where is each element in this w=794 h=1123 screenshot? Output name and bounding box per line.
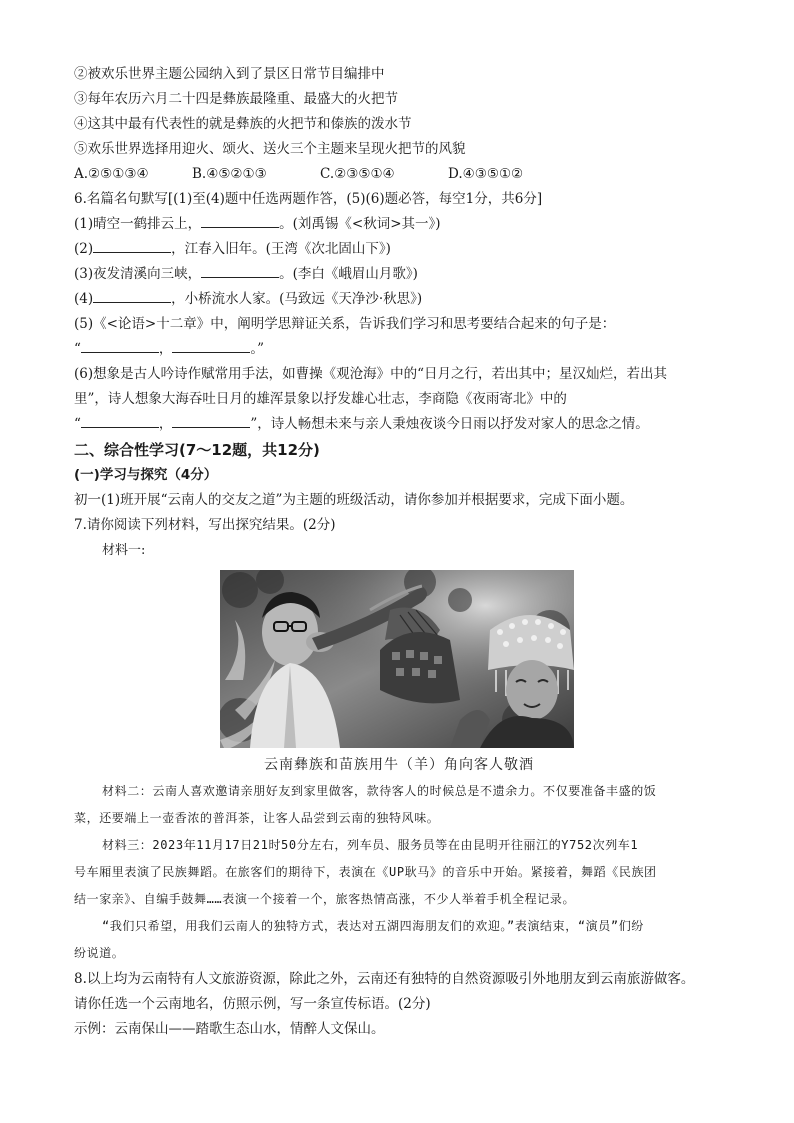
option-a[interactable]: A.②⑤①③④ bbox=[74, 166, 149, 182]
answer-blank-5a[interactable] bbox=[81, 338, 159, 353]
q5-options bbox=[74, 162, 724, 187]
photo-image bbox=[220, 570, 574, 748]
q6-4-prompt: (4) bbox=[74, 291, 94, 307]
q6-line-5-answers bbox=[74, 337, 724, 362]
q6-line-4 bbox=[74, 287, 724, 312]
material-3-line-3: 结一家亲》、自编手鼓舞……表演一个接着一个，旅客热情高涨，不少人举着手机全程记录。 bbox=[74, 892, 576, 906]
comma: ， bbox=[158, 416, 173, 432]
answer-blank-5b[interactable] bbox=[172, 338, 250, 353]
q6-stem: 6.名篇名句默写[(1)至(4)题中任选两题作答，(5)(6)题必答，每空1分，共6分] bbox=[74, 191, 543, 207]
q6-line-2 bbox=[74, 237, 724, 262]
section-2-title: 二、综合性学习(7～12题，共12分) bbox=[74, 441, 320, 459]
q6-6-tail: ”，诗人畅想未来与亲人秉烛夜谈今日雨以抒发对家人的思念之情。 bbox=[250, 416, 649, 432]
material-3-line-1: 材料三：2023年11月17日21时50分左右，列车员、服务员等在由昆明开往丽江的Y752次列车1 bbox=[102, 838, 639, 852]
q7-stem: 7.请你阅读下列材料，写出探究结果。(2分) bbox=[74, 517, 336, 533]
q6-1-prompt: (1)晴空一鹤排云上， bbox=[74, 216, 202, 232]
subsection-1-title: (一)学习与探究（4分） bbox=[74, 467, 218, 483]
answer-blank-3[interactable] bbox=[201, 263, 279, 278]
q6-2-source: ，江春入旧年。(王湾《次北固山下》) bbox=[171, 241, 391, 257]
answer-blank-4[interactable] bbox=[93, 288, 171, 303]
q5-item-2: ②被欢乐世界主题公园纳入到了景区日常节目编排中 bbox=[74, 66, 385, 82]
q5-item-4: ④这其中最有代表性的就是彝族的火把节和傣族的泼水节 bbox=[74, 116, 412, 132]
option-d[interactable]: D.④③⑤①② bbox=[448, 166, 524, 182]
option-c[interactable]: C.②③⑤①④ bbox=[320, 166, 395, 182]
close-quote: 。” bbox=[250, 341, 265, 357]
q8-example: 示例：云南保山——踏歌生态山水，情醉人文保山。 bbox=[74, 1021, 385, 1037]
q5-item-3: ③每年农历六月二十四是彝族最隆重、最盛大的火把节 bbox=[74, 91, 398, 107]
open-quote: “ bbox=[74, 416, 81, 432]
material-1-label: 材料一: bbox=[102, 543, 146, 558]
answer-blank-1[interactable] bbox=[201, 213, 279, 228]
comma: ， bbox=[158, 341, 173, 357]
q5-item-5: ⑤欢乐世界选择用迎火、颂火、送火三个主题来呈现火把节的风貌 bbox=[74, 141, 466, 157]
q6-2-prompt: (2) bbox=[74, 241, 94, 257]
material-3-line-4: “我们只希望，用我们云南人的独特方式，表达对五湖四海朋友们的欢迎。”表演结束，“演员”们纷 bbox=[102, 919, 644, 933]
q8-line-1: 8.以上均为云南特有人文旅游资源，除此之外，云南还有独特的自然资源吸引外地朋友到云南旅游做客。 bbox=[74, 971, 695, 987]
q6-3-source: 。(李白《峨眉山月歌》) bbox=[279, 266, 418, 282]
q6-line-6a: (6)想象是古人吟诗作赋常用手法，如曹操《观沧海》中的“日月之行，若出其中；星汉灿烂，若出其 bbox=[74, 366, 668, 382]
answer-blank-6a[interactable] bbox=[81, 413, 159, 428]
q6-line-5: (5)《<论语>十二章》中，阐明学思辩证关系，告诉我们学习和思考要结合起来的句子是： bbox=[74, 316, 616, 332]
photo-caption: 云南彝族和苗族用牛（羊）角向客人敬酒 bbox=[264, 757, 534, 773]
material-2-line-2: 菜，还要端上一壶香浓的普洱茶，让客人品尝到云南的独特风味。 bbox=[74, 811, 440, 825]
activity-intro: 初一(1)班开展“云南人的交友之道”为主题的班级活动，请你参加并根据要求，完成下面小题。 bbox=[74, 492, 634, 508]
q6-line-3 bbox=[74, 262, 724, 287]
q8-line-2: 请你任选一个云南地名，仿照示例，写一条宣传标语。(2分) bbox=[74, 996, 431, 1012]
toast-photo bbox=[220, 570, 574, 748]
material-3-line-5: 纷说道。 bbox=[74, 946, 125, 960]
material-3-line-2: 号车厢里表演了民族舞蹈。在旅客们的期待下，表演在《UP耿马》的音乐中开始。紧接着，舞蹈《民族团 bbox=[74, 865, 657, 879]
q6-3-prompt: (3)夜发清溪向三峡， bbox=[74, 266, 202, 282]
material-2-line-1: 材料二：云南人喜欢邀请亲朋好友到家里做客，款待客人的时候总是不遗余力。不仅要准备丰盛的饭 bbox=[102, 784, 657, 798]
exam-page bbox=[74, 62, 724, 1042]
answer-blank-6b[interactable] bbox=[172, 413, 250, 428]
q6-1-source: 。(刘禹锡《<秋词>其一》) bbox=[279, 216, 441, 232]
q6-line-6c bbox=[74, 412, 724, 437]
q6-4-source: ，小桥流水人家。(马致远《天净沙·秋思》) bbox=[171, 291, 423, 307]
open-quote: “ bbox=[74, 341, 81, 357]
option-b[interactable]: B.④⑤②①③ bbox=[192, 166, 267, 182]
q6-line-6b: 里”，诗人想象大海吞吐日月的雄浑景象以抒发雄心壮志，李商隐《夜雨寄北》中的 bbox=[74, 391, 567, 407]
answer-blank-2[interactable] bbox=[93, 238, 171, 253]
q6-line-1 bbox=[74, 212, 724, 237]
